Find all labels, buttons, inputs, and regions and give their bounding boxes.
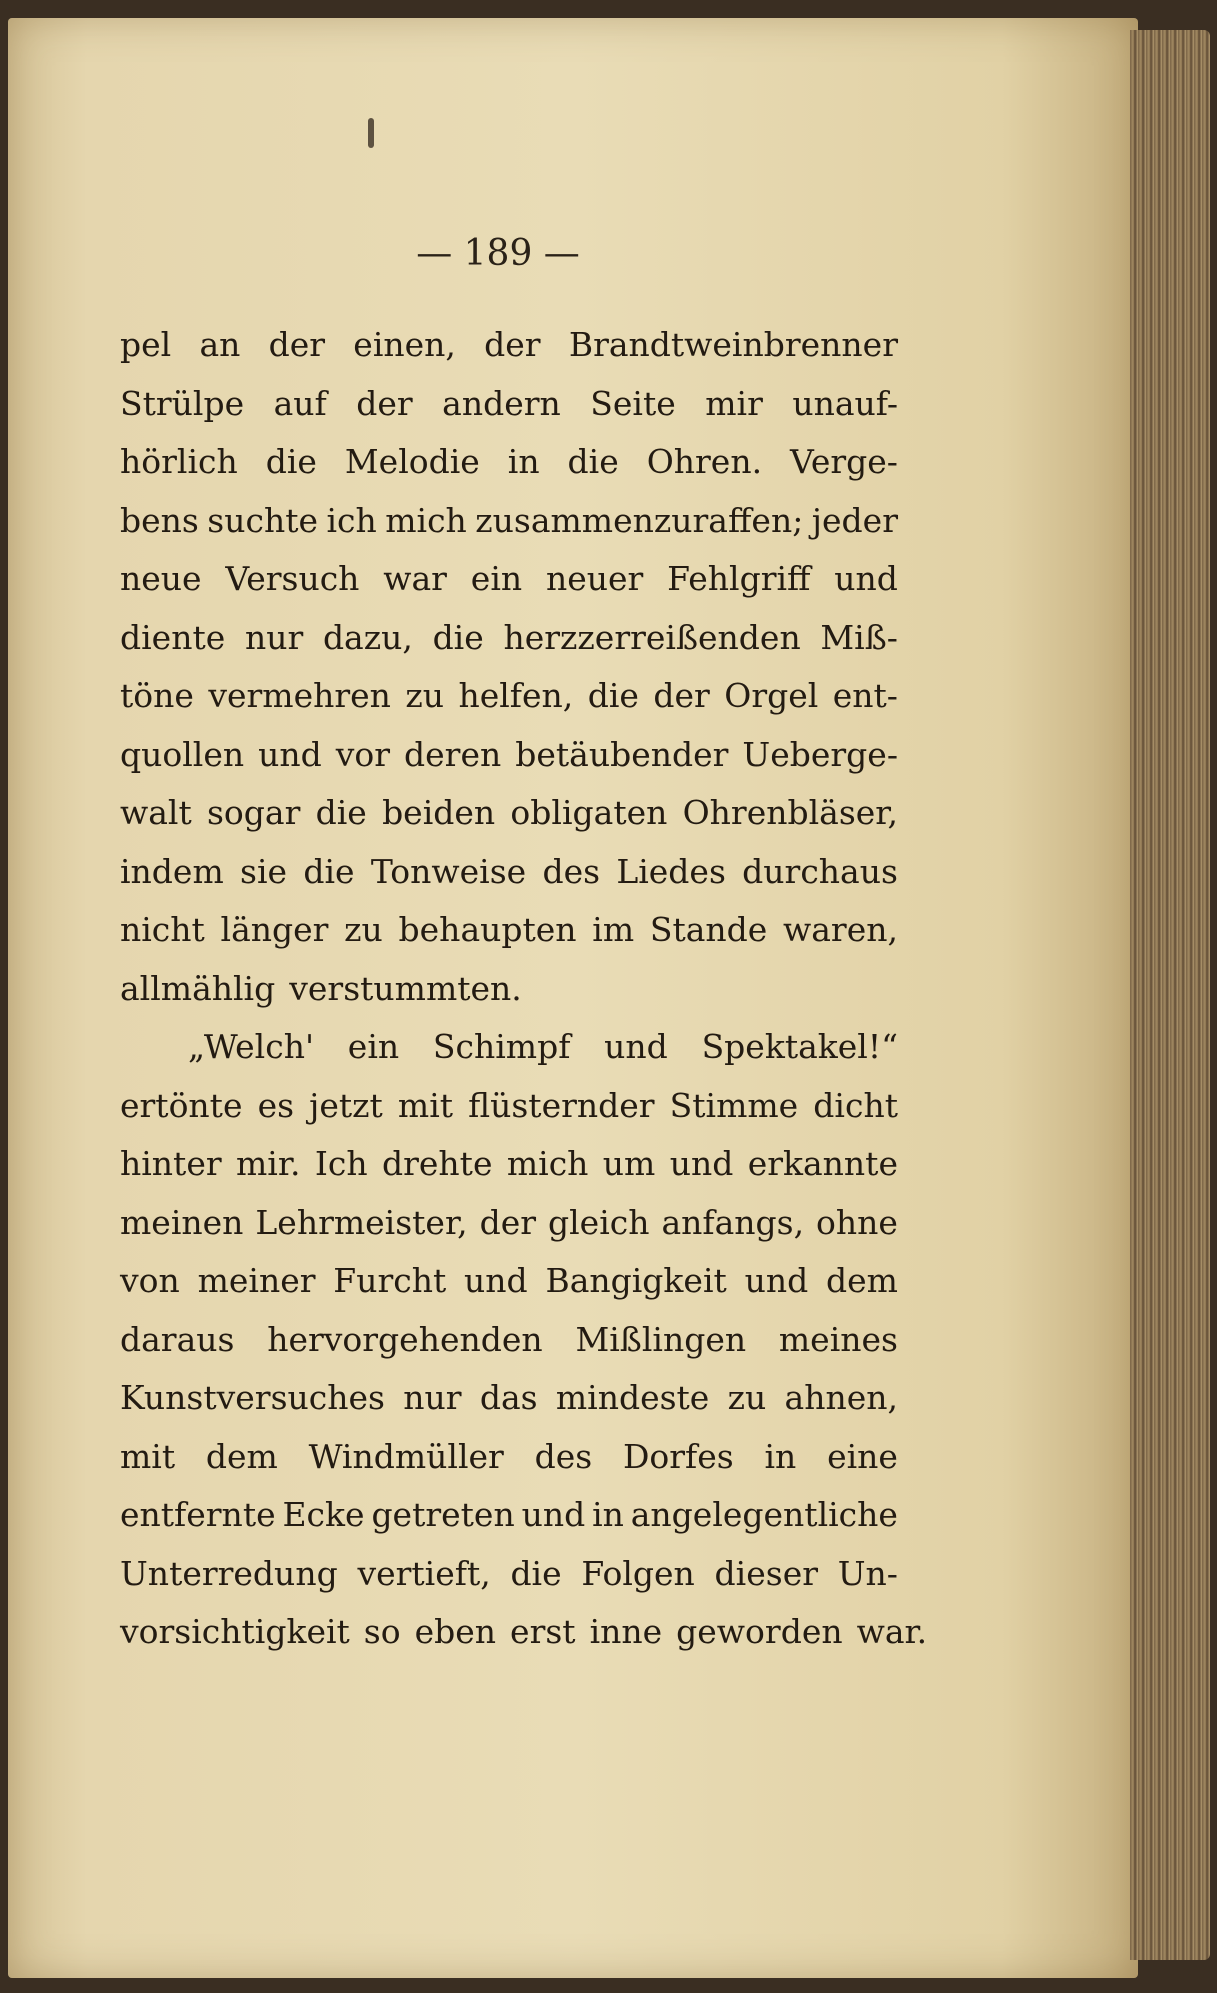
book-page <box>8 18 1138 1978</box>
page-number: — 189 — <box>416 233 580 274</box>
text-line: von meiner Furcht und Bangigkeit und dem <box>120 1261 898 1300</box>
text-line: quollen und vor deren betäubender Ueberge- <box>120 734 898 774</box>
text-line: daraus hervorgehenden Mißlingen meines <box>120 1319 898 1359</box>
text-line: vorsichtigkeit so eben erst inne geworden war. <box>120 1612 928 1651</box>
text-line: neue Versuch war ein neuer Fehlgriff und <box>120 559 898 598</box>
text-line: Unterredung vertieft, die Folgen dieser Un- <box>120 1553 898 1593</box>
text-line: hörlich die Melodie in die Ohren. Verge- <box>120 442 898 481</box>
text-line: ertönte es jetzt mit flüsternder Stimme dicht <box>120 1085 898 1125</box>
text-line: indem sie die Tonweise des Liedes durchaus <box>120 851 898 891</box>
text-line: pel an der einen, der Brandtweinbrenner <box>120 325 898 364</box>
text-line: Strülpe auf der andern Seite mir unauf- <box>120 383 898 423</box>
page-edges <box>1130 30 1210 1960</box>
text-line: allmählig verstummten. <box>120 968 522 1008</box>
ink-mark <box>368 118 374 148</box>
text-line: walt sogar die beiden obligaten Ohrenbläser, <box>120 793 898 832</box>
text-line: bens suchte ich mich zusammenzuraffen; jeder <box>120 500 898 540</box>
text-line: entfernte Ecke getreten und in angelegentliche <box>120 1495 898 1534</box>
text-line: diente nur dazu, die herzzerreißenden Miß- <box>120 617 898 657</box>
text-line: meinen Lehrmeister, der gleich anfangs, ohne <box>120 1202 898 1242</box>
body-text <box>120 316 928 1662</box>
text-line: „Welch' ein Schimpf und Spektakel!“ <box>188 1027 898 1066</box>
text-line: Kunstversuches nur das mindeste zu ahnen, <box>120 1378 898 1417</box>
text-line: nicht länger zu behaupten im Stande waren, <box>120 910 898 949</box>
text-line: hinter mir. Ich drehte mich um und erkannte <box>120 1144 898 1183</box>
text-line: mit dem Windmüller des Dorfes in eine <box>120 1436 898 1476</box>
text-line: töne vermehren zu helfen, die der Orgel ent- <box>120 676 898 715</box>
